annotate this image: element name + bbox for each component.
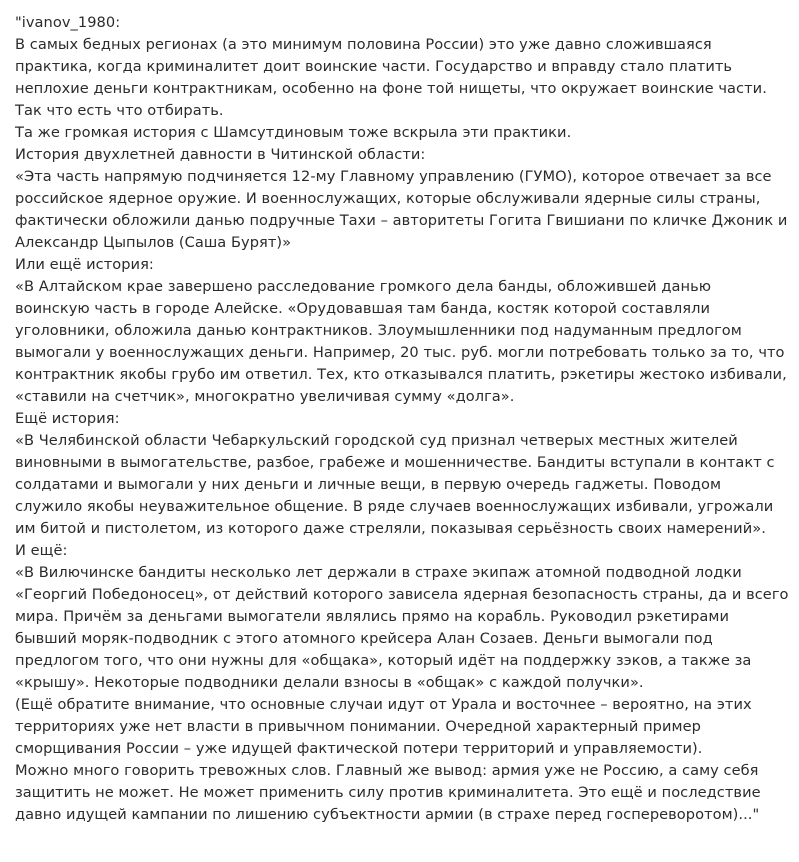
quote-paragraph: «В Алтайском крае завершено расследование громкого дела банды, обложившей данью воинскую часть в городе Алейске. «Орудовавшая там банда, костяк которой составляли уголовники, обложила данью контрактников. Злоумышленники под надуманным предлогом вымогали у военнослужащих деньги. Например, 20 тыс. руб. могли потребовать только за то, что контрактник якобы грубо им ответил. Тех, кто отказывался платить, рэкетиры жестоко избивали, «ставили на счетчик», многократно увеличивая сумму «долга». bbox=[15, 278, 787, 405]
paragraph: И ещё: bbox=[15, 542, 68, 559]
paragraph: Или ещё история: bbox=[15, 256, 154, 273]
paragraph: Ещё история: bbox=[15, 410, 120, 427]
quote-paragraph: «В Вилючинске бандиты несколько лет держали в страхе экипаж атомной подводной лодки «Георгий Победоносец», от действий которого зависела ядерная безопасность страны, да и всего мира. Причём за деньгами вымогатели являлись прямо на корабль. Руководил рэкетирами бывший моряк-подводник с этого атомного крейсера Алан Созаев. Деньги вымогали под предлогом того, что они нужны для «общака», который идёт на поддержку зэков, а также за «крышу». Некоторые подводники делали взносы в «общак» с каждой получки». bbox=[15, 564, 789, 691]
quote-paragraph: «В Челябинской области Чебаркульский городской суд признал четверых местных жителей виновными в вымогательстве, разбое, грабеже и мошенничестве. Бандиты вступали в контакт с солдатами и вымогали у них деньги и личные вещи, в первую очередь гаджеты. Поводом служило якобы неуважительное общение. В ряде случаев военнослужащих избивали, угрожали им битой и пистолетом, из которого даже стреляли, показывая серьёзность своих намерений». bbox=[15, 432, 775, 537]
paragraph: Та же громкая история с Шамсутдиновым тоже вскрыла эти практики. bbox=[15, 124, 572, 141]
paragraph: История двухлетней давности в Читинской области: bbox=[15, 146, 426, 163]
quote-paragraph: «Эта часть напрямую подчиняется 12-му Главному управлению (ГУМО), которое отвечает за все российское ядерное оружие. И военнослужащих, которые обслуживали ядерные силы страны, фактически обложили данью подручные Тахи – авторитеты Гогита Гвишиани по кличке Джоник и Александр Цыпылов (Саша Бурят)» bbox=[15, 168, 788, 251]
post-text bbox=[15, 12, 790, 826]
paragraph: (Ещё обратите внимание, что основные случаи идут от Урала и восточнее – вероятно, на этих территориях уже нет власти в привычном понимании. Очередной характерный пример сморщивания России – уже идущей фактической потери территорий и управляемости). bbox=[15, 696, 752, 757]
paragraph: В самых бедных регионах (а это минимум половина России) это уже давно сложившаяся практика, когда криминалитет доит воинские части. Государство и вправду стало платить неплохие деньги контрактникам, особенно на фоне той нищеты, что окружает воинские части. Так что есть что отбирать. bbox=[15, 36, 767, 119]
conclusion-paragraph: Можно много говорить тревожных слов. Главный же вывод: армия уже не Россию, а саму себя защитить не может. Не может применить силу против криминалитета. Это ещё и последствие давно идущей кампании по лишению субъектности армии (в страхе перед госпереворотом)..." bbox=[15, 762, 761, 823]
author-line: "ivanov_1980: bbox=[15, 14, 121, 31]
